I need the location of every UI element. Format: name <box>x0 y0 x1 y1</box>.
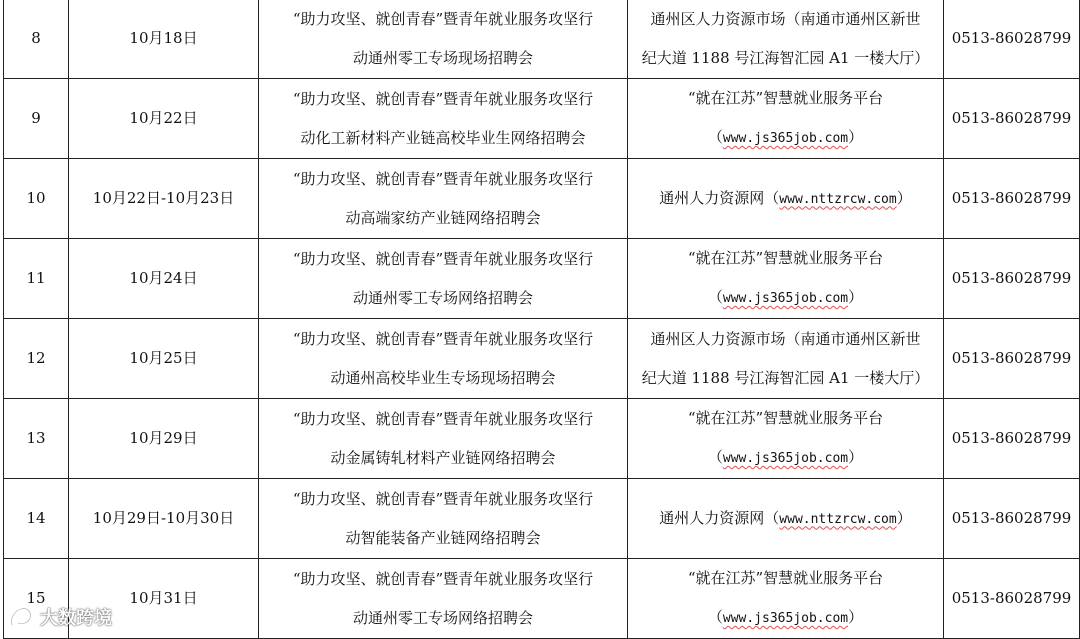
contact-phone: 0513-86028799 <box>944 559 1080 639</box>
event-name <box>259 319 628 399</box>
contact-phone: 0513-86028799 <box>944 239 1080 319</box>
event-date: 10月25日 <box>69 319 259 399</box>
venue-line2: 纪大道 1188 号江海智汇园 A1 一楼大厅） <box>641 368 930 387</box>
event-venue <box>628 0 944 79</box>
row-number: 8 <box>4 0 69 79</box>
row-number: 9 <box>4 79 69 159</box>
event-venue <box>628 559 944 639</box>
event-name <box>259 0 628 79</box>
table-row <box>4 319 1080 399</box>
contact-phone: 0513-86028799 <box>944 399 1080 479</box>
venue-site-name: 通州人力资源网（ <box>659 188 780 207</box>
venue-url-line <box>628 278 943 318</box>
venue-site-name: 通州人力资源网（ <box>659 508 780 527</box>
event-name-line2: 动通州零工专场网络招聘会 <box>352 288 533 307</box>
row-number: 13 <box>4 399 69 479</box>
row-number: 10 <box>4 159 69 239</box>
event-date: 10月22日-10月23日 <box>69 159 259 239</box>
paren-open: （ <box>707 608 723 626</box>
table-row <box>4 159 1080 239</box>
table-row <box>4 239 1080 319</box>
paren-open: （ <box>707 448 723 466</box>
venue-line1: 通州区人力资源市场（南通市通州区新世 <box>650 329 921 348</box>
paren-open: （ <box>707 128 723 146</box>
paren-close: ） <box>848 448 864 466</box>
event-name-line2: 动通州零工专场网络招聘会 <box>352 608 533 627</box>
event-name-line1: “助力攻坚、就创青春”暨青年就业服务攻坚行 <box>292 169 594 188</box>
event-name-line2: 动智能装备产业链网络招聘会 <box>345 528 541 547</box>
event-name <box>259 399 628 479</box>
table-row <box>4 479 1080 559</box>
paren-close: ） <box>896 188 912 207</box>
row-number: 15 <box>4 559 69 639</box>
venue-url-link[interactable]: www.nttzrcw.com <box>779 191 897 207</box>
row-number: 12 <box>4 319 69 399</box>
event-date: 10月29日 <box>69 399 259 479</box>
event-name <box>259 479 628 559</box>
event-name-line1: “助力攻坚、就创青春”暨青年就业服务攻坚行 <box>292 569 594 588</box>
venue-url-line <box>628 499 943 539</box>
event-name-line1: “助力攻坚、就创青春”暨青年就业服务攻坚行 <box>292 489 594 508</box>
event-name <box>259 159 628 239</box>
event-name-line1: “助力攻坚、就创青春”暨青年就业服务攻坚行 <box>292 89 594 108</box>
event-name <box>259 239 628 319</box>
venue-url-line <box>628 118 943 158</box>
contact-phone: 0513-86028799 <box>944 159 1080 239</box>
venue-url-link[interactable]: www.js365job.com <box>722 131 849 146</box>
venue-url-link[interactable]: www.js365job.com <box>722 451 849 466</box>
row-number: 14 <box>4 479 69 559</box>
contact-phone: 0513-86028799 <box>944 319 1080 399</box>
job-fair-schedule-table <box>3 0 1080 639</box>
contact-phone: 0513-86028799 <box>944 0 1080 79</box>
event-name-line2: 动通州高校毕业生专场现场招聘会 <box>330 368 556 387</box>
watermark-text: 大数跨境 <box>40 608 112 629</box>
venue-line1: 通州区人力资源市场（南通市通州区新世 <box>650 9 921 28</box>
event-venue <box>628 479 944 559</box>
venue-url-link[interactable]: www.js365job.com <box>722 611 849 626</box>
event-name-line1: “助力攻坚、就创青春”暨青年就业服务攻坚行 <box>292 409 594 428</box>
event-venue <box>628 319 944 399</box>
event-name-line2: 动高端家纺产业链网络招聘会 <box>345 208 541 227</box>
paren-close: ） <box>848 608 864 626</box>
event-venue <box>628 239 944 319</box>
event-name-line2: 动金属铸轧材料产业链网络招聘会 <box>330 448 556 467</box>
event-date: 10月29日-10月30日 <box>69 479 259 559</box>
venue-url-line <box>628 438 943 478</box>
table-row <box>4 559 1080 639</box>
row-number: 11 <box>4 239 69 319</box>
venue-url-line <box>628 598 943 638</box>
paren-close: ） <box>848 288 864 306</box>
event-name-line2: 动通州零工专场现场招聘会 <box>352 48 533 67</box>
event-date: 10月18日 <box>69 0 259 79</box>
event-venue <box>628 79 944 159</box>
venue-url-link[interactable]: www.nttzrcw.com <box>779 511 897 527</box>
contact-phone: 0513-86028799 <box>944 79 1080 159</box>
brand-logo-icon <box>8 605 34 629</box>
event-name-line1: “助力攻坚、就创青春”暨青年就业服务攻坚行 <box>292 249 594 268</box>
event-name <box>259 559 628 639</box>
event-name-line1: “助力攻坚、就创青春”暨青年就业服务攻坚行 <box>292 329 594 348</box>
paren-open: （ <box>707 288 723 306</box>
paren-close: ） <box>896 508 912 527</box>
event-name-line1: “助力攻坚、就创青春”暨青年就业服务攻坚行 <box>292 9 594 28</box>
venue-line2: 纪大道 1188 号江海智汇园 A1 一楼大厅） <box>641 48 930 67</box>
table-row <box>4 399 1080 479</box>
venue-line1: “就在江苏”智慧就业服务平台 <box>687 89 884 107</box>
table-row <box>4 0 1080 79</box>
event-date: 10月24日 <box>69 239 259 319</box>
paren-close: ） <box>848 128 864 146</box>
venue-url-link[interactable]: www.js365job.com <box>722 291 849 306</box>
table-row <box>4 79 1080 159</box>
venue-line1: “就在江苏”智慧就业服务平台 <box>687 569 884 587</box>
event-venue <box>628 399 944 479</box>
event-name <box>259 79 628 159</box>
event-name-line2: 动化工新材料产业链高校毕业生网络招聘会 <box>300 128 586 147</box>
venue-url-line <box>628 179 943 219</box>
watermark <box>8 604 112 630</box>
event-venue <box>628 159 944 239</box>
event-date: 10月22日 <box>69 79 259 159</box>
contact-phone: 0513-86028799 <box>944 479 1080 559</box>
event-date: 10月31日 <box>69 559 259 639</box>
venue-line1: “就在江苏”智慧就业服务平台 <box>687 249 884 267</box>
venue-line1: “就在江苏”智慧就业服务平台 <box>687 409 884 427</box>
